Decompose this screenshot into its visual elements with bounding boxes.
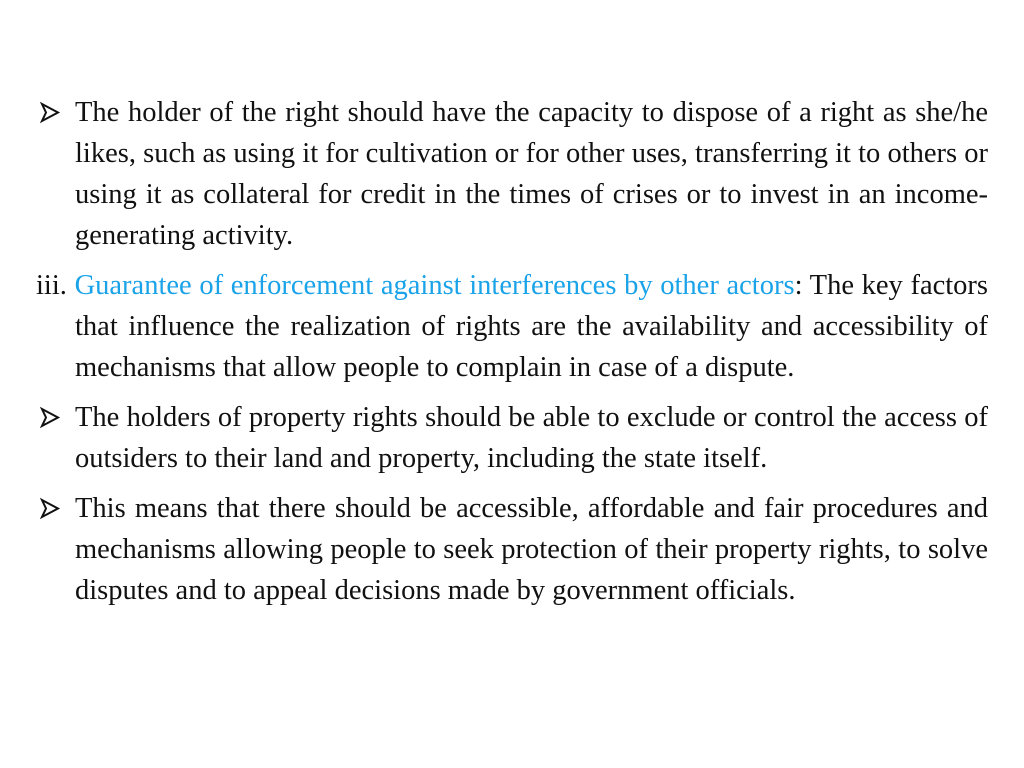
numbered-item (36, 265, 988, 388)
bullet-text: This means that there should be accessible, affordable and fair procedures and mechanisms allowing people to seek protection of their property rights, to solve disputes and to appeal decisions made by government officials. (75, 493, 988, 606)
numbered-item-first-line (36, 270, 802, 301)
bullet-text: The holder of the right should have the capacity to dispose of a right as she/he likes, such as using it for cultivation or for other uses, transferring it to others or using it as collateral for credit in the times of crises or to invest in an income-generating activity. (75, 97, 988, 251)
section-heading: Guarantee of enforcement against interferences by other actors (74, 270, 795, 301)
heading-colon: : (794, 270, 803, 301)
bullet-item (36, 488, 988, 611)
numbered-item-text: The key factors that influence the realization of rights are the availability and accessibility of mechanisms that allow people to complain in case of a dispute. (75, 270, 989, 383)
arrow-bullet-icon (36, 92, 64, 133)
arrow-bullet-icon (36, 488, 64, 529)
bullet-text: The holders of property rights should be able to exclude or control the access of outsiders to their land and property, including the state itself. (75, 402, 988, 474)
roman-numeral: iii. (36, 270, 67, 301)
arrow-bullet-icon (36, 397, 64, 438)
bullet-item (36, 397, 988, 479)
bullet-item (36, 92, 988, 256)
